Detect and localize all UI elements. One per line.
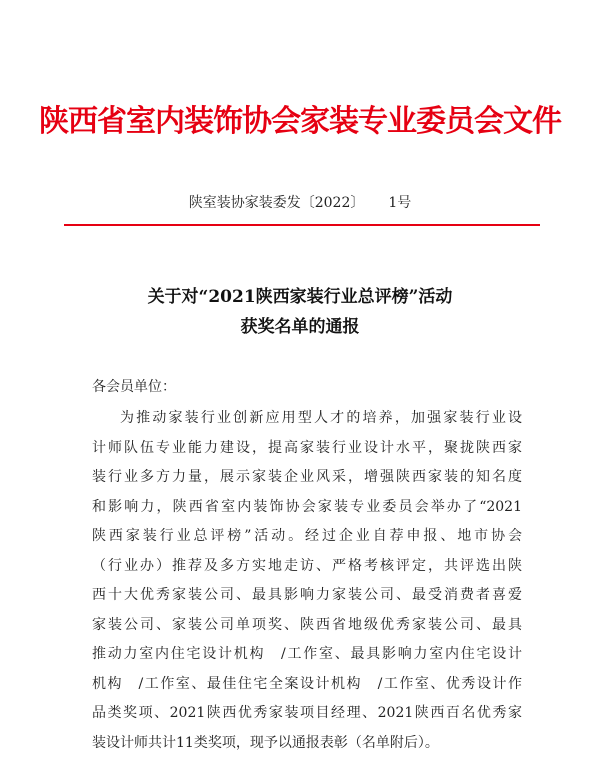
body-paragraph bbox=[92, 404, 522, 758]
body-line: 装行业多方力量，展示家装企业风采，增强陕西家装的知名度 bbox=[92, 469, 522, 485]
notice-title-line-2: 获奖名单的通报 bbox=[240, 317, 360, 337]
body-line: 机构 /工作室、最佳住宅全案设计机构 /工作室、优秀设计作 bbox=[92, 675, 522, 692]
body-line: （行业办）推荐及多方实地走访、严格考核评定，共评选出陕 bbox=[92, 557, 522, 574]
document-number bbox=[0, 192, 600, 212]
body-line: 为推动家装行业创新应用型人才的培养，加强家装行业设 bbox=[120, 410, 522, 426]
body-line: 计师队伍专业能力建设，提高家装行业设计水平，聚拢陕西家 bbox=[92, 439, 522, 456]
document-number-code: 陕室装协家装委发〔2022〕 bbox=[188, 195, 365, 211]
notice-title bbox=[0, 282, 600, 342]
body-line: 装设计师共计11类奖项，现予以通报表彰（名单附后）。 bbox=[92, 734, 439, 751]
notice-title-line-1: 关于对“2021陕西家装行业总评榜”活动 bbox=[147, 287, 453, 307]
red-divider-rule bbox=[64, 224, 540, 226]
document-number-index: 1号 bbox=[388, 195, 412, 211]
document-header-title: 陕西省室内装饰协会家装专业委员会文件 bbox=[39, 104, 561, 139]
body-line: 家装公司、家装公司单项奖、陕西省地级优秀家装公司、最具 bbox=[92, 616, 522, 633]
body-line: 推动力室内住宅设计机构 /工作室、最具影响力室内住宅设计 bbox=[92, 646, 522, 662]
body-line: 西十大优秀家装公司、最具影响力家装公司、最受消费者喜爱 bbox=[92, 587, 522, 603]
body-line: 品类奖项、2021陕西优秀家装项目经理、2021陕西百名优秀家 bbox=[92, 705, 522, 721]
salutation: 各会员单位： bbox=[92, 379, 176, 395]
body-line: 陕西家装行业总评榜”活动。经过企业自荐申报、地市协会 bbox=[92, 528, 522, 544]
body-line: 和影响力，陕西省室内装饰协会家装专业委员会举办了“2021 bbox=[92, 498, 522, 515]
